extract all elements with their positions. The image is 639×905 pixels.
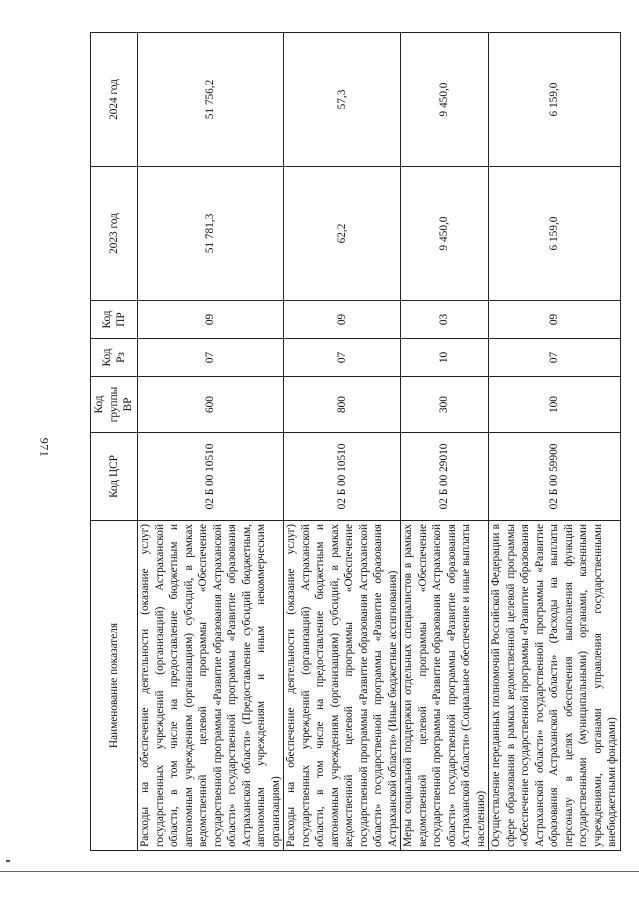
rz-code: 10: [401, 339, 489, 377]
table-row: [138, 33, 284, 851]
table-row: [489, 33, 621, 851]
vr-group-code: 300: [401, 377, 489, 433]
amount-2023: 6 159,0: [489, 167, 621, 301]
table-row: [401, 33, 489, 851]
vr-group-code: 800: [284, 377, 401, 433]
header-year-2024: 2024 год: [91, 33, 138, 167]
amount-2024: 51 756,2: [138, 33, 284, 167]
scan-mark: [6, 860, 10, 862]
table-header-row: [91, 33, 138, 851]
header-rz-code: Код Рз: [91, 339, 138, 377]
indicator-name: Осуществление переданных полномочий Российской Федерации в сфере образования в рамках ведомственной целевой программы «Обеспечение государственной программы «Развитие образования Астраханской области» государственной программы «Развитие образования Астраханской области» (Расходы на выплаты персоналу в целях обеспечения выполнения функций государственными (муниципальными) органами, казенными учреждениями, органами управления государственными внебюджетными фондами): [489, 521, 621, 851]
header-indicator-name: Наименование показателя: [91, 521, 138, 851]
pr-code: 03: [401, 301, 489, 339]
header-year-2023: 2023 год: [91, 167, 138, 301]
pr-code: 09: [138, 301, 284, 339]
table-row: [284, 33, 401, 851]
header-csr-code: Код ЦСР: [91, 433, 138, 521]
budget-table-rotated: [90, 33, 618, 851]
amount-2024: 57,3: [284, 33, 401, 167]
vr-group-code: 100: [489, 377, 621, 433]
indicator-name: Расходы на обеспечение деятельности (оказание услуг) государственных учреждений (организаций) Астраханской области, в том числе на предоставление бюджетным и автономным учреждениям (организациям) субсидий, в рамках ведомственной целевой программы «Обеспечение государственной программы «Развитие образования Астраханской области» государственной программы «Развитие образования Астраханской области» (Иные бюджетные ассигнования): [284, 521, 401, 851]
amount-2024: 9 450,0: [401, 33, 489, 167]
bottom-rule: [0, 871, 639, 872]
header-pr-code: Код ПР: [91, 301, 138, 339]
budget-table: [90, 32, 621, 851]
amount-2023: 51 781,3: [138, 167, 284, 301]
header-vr-group-code: Код группы ВР: [91, 377, 138, 433]
rz-code: 07: [284, 339, 401, 377]
page-number: 971: [37, 437, 52, 458]
indicator-name: Меры социальной поддержки отдельных специалистов в рамках ведомственной целевой программы «Обеспечение государственной программы «Развитие образования Астраханской области» государственной программы «Развитие образования Астраханской области» (Социальное обеспечение и иные выплаты населению): [401, 521, 489, 851]
rz-code: 07: [138, 339, 284, 377]
csr-code: 02 Б 00 59900: [489, 433, 621, 521]
csr-code: 02 Б 00 10510: [284, 433, 401, 521]
csr-code: 02 Б 00 29010: [401, 433, 489, 521]
amount-2023: 9 450,0: [401, 167, 489, 301]
amount-2023: 62,2: [284, 167, 401, 301]
indicator-name: Расходы на обеспечение деятельности (оказание услуг) государственных учреждений (организаций) Астраханской области, в том числе на предоставление бюджетным и автономным учреждениям (организациям) субсидий, в рамках ведомственной целевой программы «Обеспечение государственной программы «Развитие образования Астраханской области» государственной программы «Развитие образования Астраханской области» (Предоставление субсидий бюджетным, автономным учреждениям и иным некоммерческим организациям): [138, 521, 284, 851]
pr-code: 09: [489, 301, 621, 339]
vr-group-code: 600: [138, 377, 284, 433]
csr-code: 02 Б 00 10510: [138, 433, 284, 521]
pr-code: 09: [284, 301, 401, 339]
rz-code: 07: [489, 339, 621, 377]
amount-2024: 6 159,0: [489, 33, 621, 167]
